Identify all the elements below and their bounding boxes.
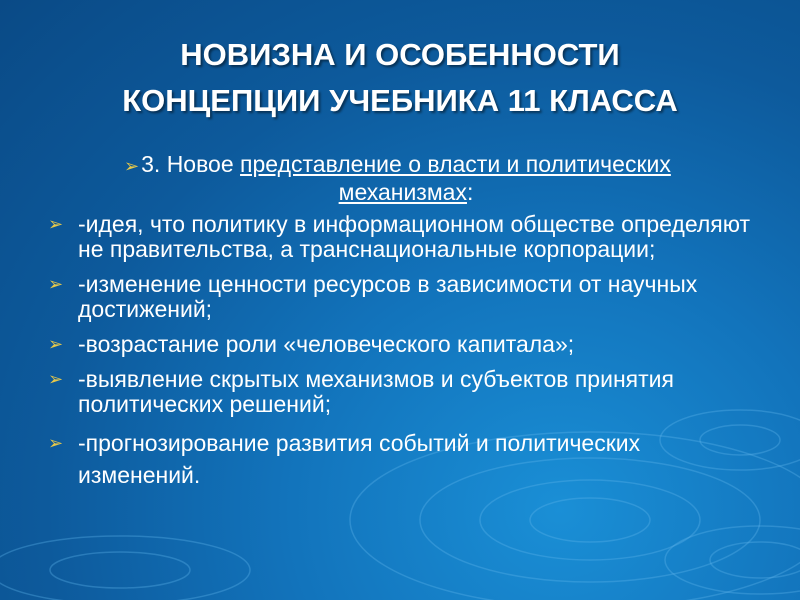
list-item-text: -изменение ценности ресурсов в зависимости от научных достижений; xyxy=(78,271,698,322)
list-item-text: -идея, что политику в информационном обществе определяют не правительства, а транснациональные корпорации; xyxy=(78,211,750,262)
arrow-bullet-icon: ➢ xyxy=(48,369,64,389)
slide-title xyxy=(40,32,760,124)
list-item xyxy=(48,427,768,491)
arrow-bullet-icon: ➢ xyxy=(124,156,140,176)
list-item xyxy=(48,212,768,262)
arrow-bullet-icon: ➢ xyxy=(48,433,64,453)
bullet-list xyxy=(48,212,768,501)
list-item-text: -прогнозирование развития событий и политических изменений. xyxy=(78,430,641,488)
list-item-text: -возрастание роли «человеческого капитала»; xyxy=(78,331,575,357)
arrow-bullet-icon: ➢ xyxy=(48,334,64,354)
subheading-prefix: 3. Новое xyxy=(141,151,241,177)
subheading-suffix: : xyxy=(466,179,474,205)
subheading xyxy=(126,150,686,206)
slide-title-line-1: НОВИЗНА И ОСОБЕННОСТИ xyxy=(180,37,620,72)
arrow-bullet-icon: ➢ xyxy=(48,274,64,294)
list-item xyxy=(48,272,768,322)
list-item xyxy=(48,367,768,417)
subheading-underlined-text: представление о власти и политических механизмах xyxy=(240,151,671,205)
arrow-bullet-icon: ➢ xyxy=(48,214,64,234)
list-item-text: -выявление скрытых механизмов и субъектов принятия политических решений; xyxy=(78,366,674,417)
list-item xyxy=(48,332,768,357)
slide-title-line-2: КОНЦЕПЦИИ УЧЕБНИКА 11 КЛАССА xyxy=(122,83,678,118)
